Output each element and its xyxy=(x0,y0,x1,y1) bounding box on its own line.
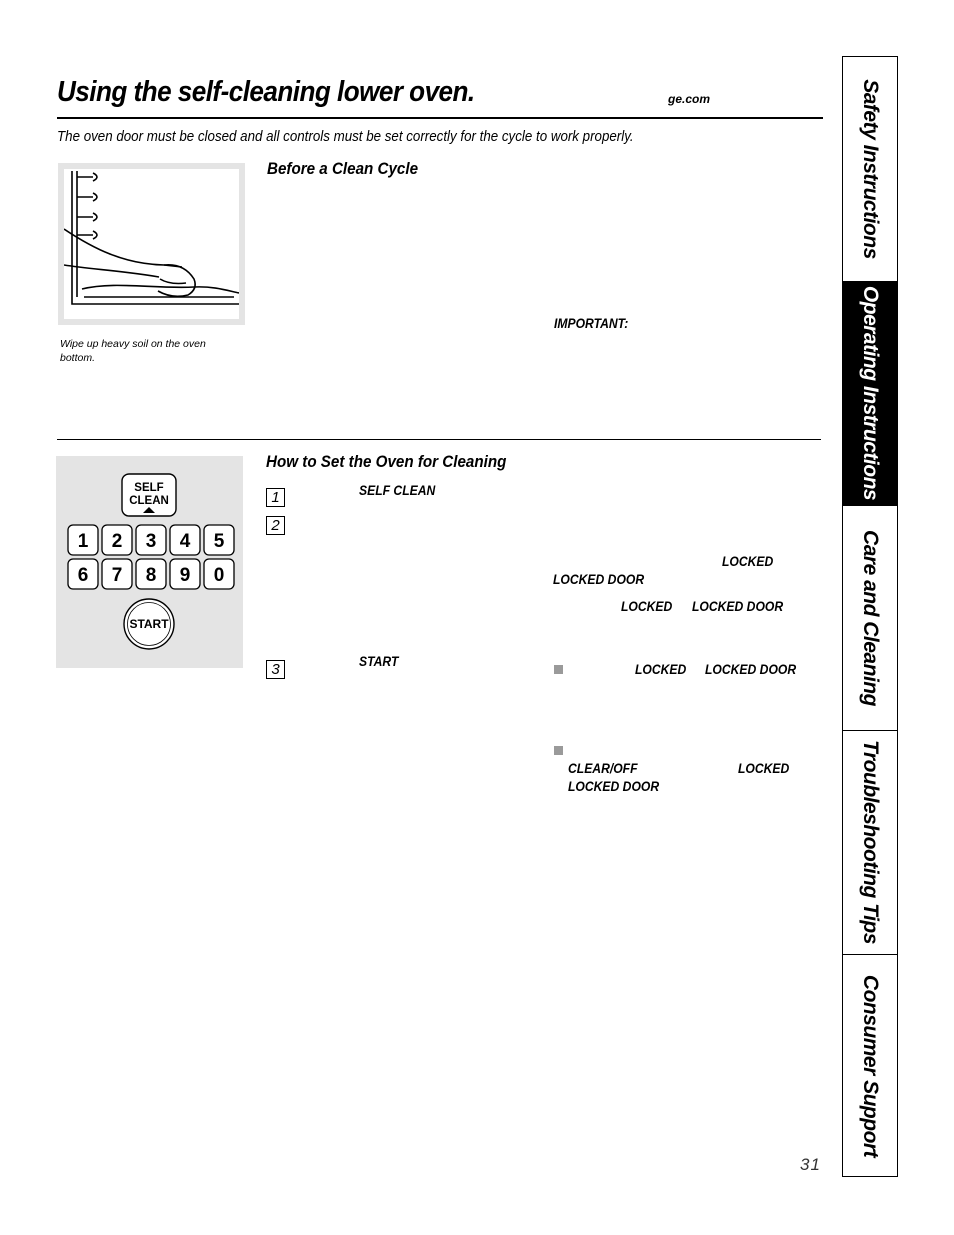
wiping-hand-illustration xyxy=(64,169,239,319)
bullet-square-icon xyxy=(554,746,563,755)
image-caption: Wipe up heavy soil on the oven bottom. xyxy=(60,338,206,364)
number-keys xyxy=(68,525,234,589)
key-7[interactable] xyxy=(102,559,132,589)
step-2-number: 2 xyxy=(266,516,285,535)
key-1-label: 1 xyxy=(77,531,89,552)
tab-care-and-cleaning[interactable] xyxy=(843,506,897,731)
title-rule xyxy=(57,117,823,119)
tab-operating-instructions-label: Operating Instructions xyxy=(859,285,882,501)
bullet-2-locked-door: LOCKED DOOR xyxy=(568,779,660,794)
start-key[interactable] xyxy=(124,599,174,649)
key-5[interactable] xyxy=(204,525,234,555)
bullet-square-icon xyxy=(554,665,563,674)
key-4[interactable] xyxy=(170,525,200,555)
key-9-label: 9 xyxy=(179,565,191,586)
locked-door-label-a: LOCKED DOOR xyxy=(553,572,645,587)
locked-door-label-b: LOCKED DOOR xyxy=(692,599,784,614)
bullet-2-locked: LOCKED xyxy=(738,761,790,776)
tab-care-and-cleaning-label: Care and Cleaning xyxy=(859,530,882,706)
key-3[interactable] xyxy=(136,525,166,555)
bullet-2-clear-off: CLEAR/OFF xyxy=(568,761,638,776)
key-4-label: 4 xyxy=(179,531,191,552)
tab-operating-instructions[interactable] xyxy=(843,281,897,506)
step-1-label: SELF CLEAN xyxy=(359,483,436,498)
set-oven-heading: How to Set the Oven for Cleaning xyxy=(266,453,507,471)
before-clean-heading: Before a Clean Cycle xyxy=(267,160,419,178)
control-panel-illustration xyxy=(56,456,243,668)
self-clean-key[interactable] xyxy=(122,474,176,516)
key-5-label: 5 xyxy=(213,531,225,552)
oven-wipe-illustration xyxy=(58,163,245,325)
start-key-label: START xyxy=(129,617,169,631)
key-2-label: 2 xyxy=(111,531,123,552)
key-9[interactable] xyxy=(170,559,200,589)
self-clean-key-line2: CLEAN xyxy=(129,495,169,507)
page-title: Using the self-cleaning lower oven. xyxy=(57,76,475,108)
page-number: 31 xyxy=(800,1155,821,1174)
key-8-label: 8 xyxy=(145,565,157,586)
tab-consumer-support-label: Consumer Support xyxy=(859,974,882,1157)
key-3-label: 3 xyxy=(145,531,157,552)
section-tabs xyxy=(842,56,898,1177)
key-6-label: 6 xyxy=(77,565,89,586)
step-3-number: 3 xyxy=(266,660,285,679)
keypad-svg xyxy=(56,456,243,668)
bullet-1-locked-door: LOCKED DOOR xyxy=(705,662,797,677)
section-divider xyxy=(57,439,821,440)
locked-label-a: LOCKED xyxy=(722,554,774,569)
locked-label-b: LOCKED xyxy=(621,599,673,614)
tab-consumer-support[interactable] xyxy=(843,955,897,1176)
step-1-number: 1 xyxy=(266,488,285,507)
key-7-label: 7 xyxy=(111,565,123,586)
tab-troubleshooting-tips-label: Troubleshooting Tips xyxy=(859,740,882,944)
key-2[interactable] xyxy=(102,525,132,555)
key-0[interactable] xyxy=(204,559,234,589)
self-clean-key-line1: SELF xyxy=(134,482,164,494)
intro-text: The oven door must be closed and all controls must be set correctly for the cycle to work properly. xyxy=(57,129,634,145)
tab-safety-instructions[interactable] xyxy=(843,57,897,282)
tab-troubleshooting-tips[interactable] xyxy=(843,730,897,955)
key-0-label: 0 xyxy=(213,565,225,586)
key-1[interactable] xyxy=(68,525,98,555)
website-link[interactable]: ge.com xyxy=(668,92,711,106)
key-6[interactable] xyxy=(68,559,98,589)
important-label: IMPORTANT: xyxy=(554,316,629,331)
tab-safety-instructions-label: Safety Instructions xyxy=(859,79,882,259)
step-3-label: START xyxy=(359,654,399,669)
bullet-1-locked: LOCKED xyxy=(635,662,687,677)
key-8[interactable] xyxy=(136,559,166,589)
